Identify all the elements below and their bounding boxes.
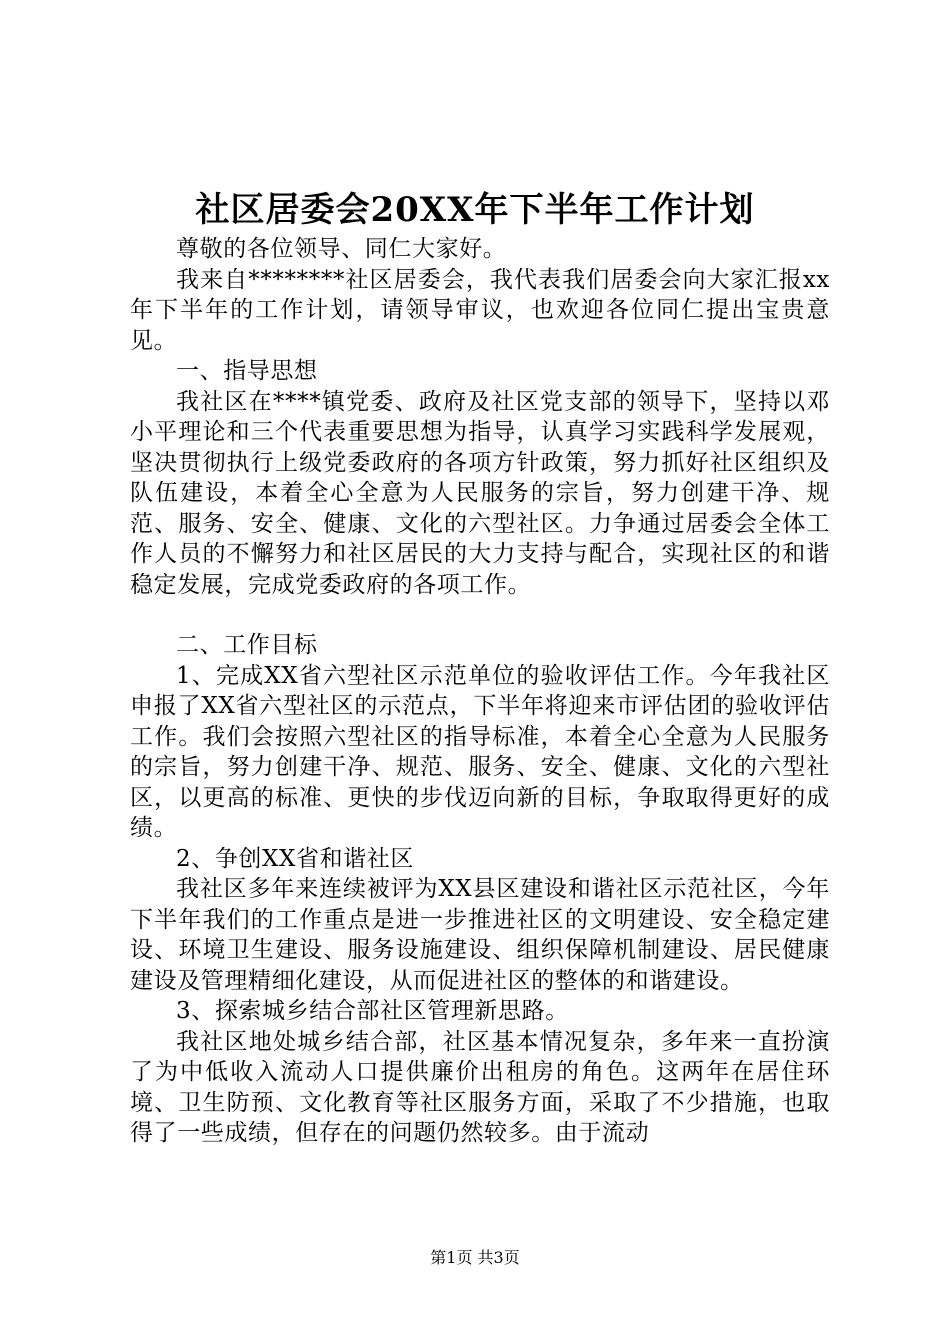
section-heading-guiding-ideology: 一、指导思想 xyxy=(176,358,318,384)
section-heading-work-goals: 二、工作目标 xyxy=(176,632,318,658)
goal-2-paragraph: 我社区多年来连续被评为XX县区建设和谐社区示范社区，今年下半年我们的工作重点是进一步推进社区的文明建设、安全稳定建设、环境卫生建设、服务设施建设、组织保障机制建设、居民健康建设及管理精细化建设，从而促进社区的整体的和谐建设。 xyxy=(130,876,830,994)
paragraph-gap xyxy=(130,600,830,630)
document-title: 社区居委会20XX年下半年工作计划 xyxy=(195,190,755,230)
guiding-ideology-paragraph: 我社区在****镇党委、政府及社区党支部的领导下，坚持以邓小平理论和三个代表重要思想为指导，认真学习实践科学发展观，坚决贯彻执行上级党委政府的各项方针政策，努力抓好社区组织及队伍建设，本着全心全意为人民服务的宗旨，努力创建干净、规范、服务、安全、健康、文化的六型社区。力争通过居委会全体工作人员的不懈努力和社区居民的大力支持与配合，实现社区的和谐稳定发展，完成党委政府的各项工作。 xyxy=(130,388,830,598)
goal-2-heading: 2、争创XX省和谐社区 xyxy=(176,845,414,872)
page-number-footer: 第1页 共3页 xyxy=(430,1248,520,1267)
goal-1-paragraph: 1、完成XX省六型社区示范单位的验收评估工作。今年我社区申报了XX省六型社区的示范点，下半年将迎来市评估团的验收评估工作。我们会按照六型社区的指导标准，本着全心全意为人民服务的宗旨，努力创建干净、规范、服务、安全、健康、文化的六型社区，以更高的标准、更快的步伐迈向新的目标，争取取得更好的成绩。 xyxy=(130,662,830,841)
intro-paragraph: 我来自********社区居委会，我代表我们居委会向大家汇报xx年下半年的工作计划，请领导审议，也欢迎各位同仁提出宝贵意见。 xyxy=(130,266,830,354)
document-body xyxy=(130,234,830,1149)
goal-3-paragraph: 我社区地处城乡结合部，社区基本情况复杂，多年来一直扮演了为中低收入流动人口提供廉价出租房的角色。这两年在居住环境、卫生防预、文化教育等社区服务方面，采取了不少措施，也取得了一些成绩，但存在的问题仍然较多。由于流动 xyxy=(130,1028,830,1146)
goal-3-heading: 3、探索城乡结合部社区管理新思路。 xyxy=(176,998,569,1024)
greeting-paragraph: 尊敬的各位领导、同仁大家好。 xyxy=(176,236,507,262)
